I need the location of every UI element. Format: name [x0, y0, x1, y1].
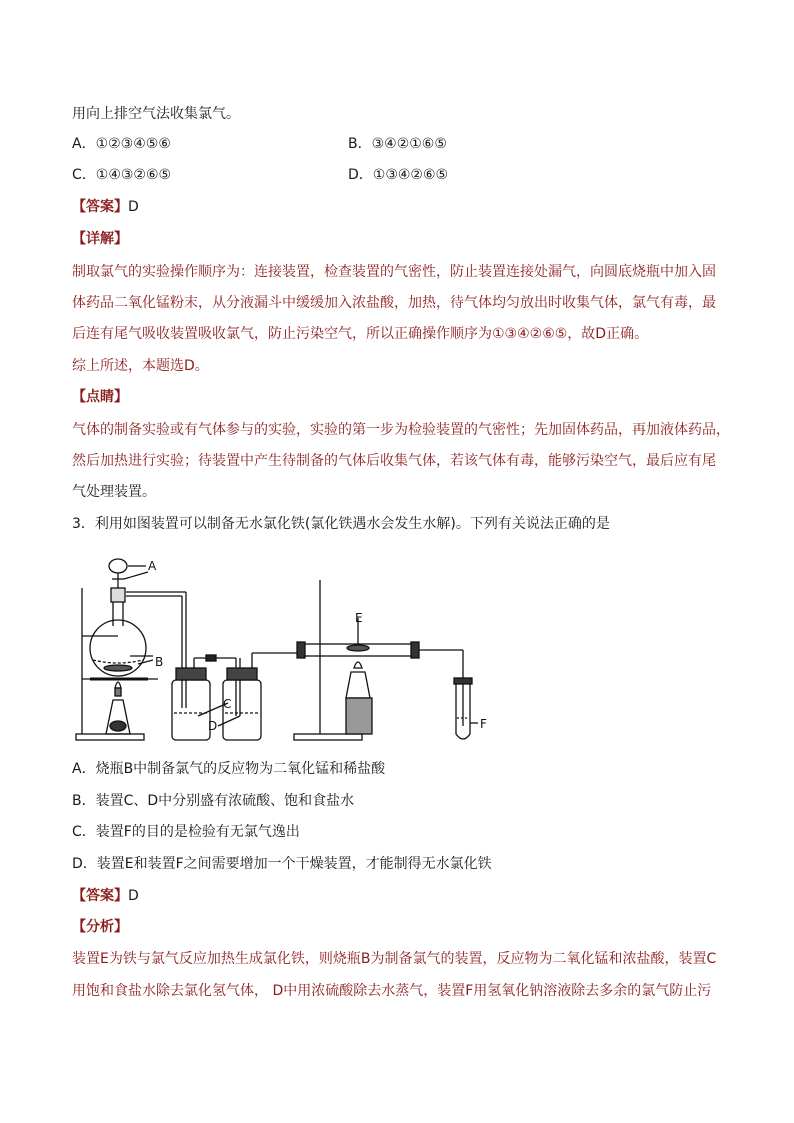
- q3-option-a: A．烧瓶B中制备氯气的反应物为二氧化锰和稀盐酸: [72, 761, 386, 777]
- comment-line-3: 气处理装置。: [72, 484, 156, 500]
- q3-answer-row: [72, 886, 139, 906]
- option-b: B．③④②①⑥⑤: [348, 136, 447, 152]
- q3-option-c: C．装置F的目的是检验有无氯气逸出: [72, 824, 300, 840]
- option-a: A．①②③④⑤⑥: [72, 136, 171, 152]
- comment-tag: 【点睛】: [72, 389, 128, 405]
- label-d: D: [208, 719, 218, 733]
- detail-tag: 【详解】: [72, 231, 128, 247]
- label-b: B: [155, 655, 164, 669]
- q3-answer-tag: 【答案】: [72, 888, 128, 904]
- comment-line-1: 气体的制备实验或有气体参与的实验，实验的第一步为检验装置的气密性；先加固体药品，再加液体药品，: [72, 422, 730, 438]
- q3-answer-value: D: [128, 888, 139, 904]
- label-e: E: [355, 611, 363, 625]
- option-c: C．①④③②⑥⑤: [72, 167, 172, 183]
- label-f: F: [480, 717, 487, 731]
- label-c: C: [223, 697, 232, 711]
- q3-option-b: B．装置C、D中分别盛有浓硫酸、饱和食盐水: [72, 793, 355, 809]
- analysis-tag: 【分析】: [72, 919, 128, 935]
- intro-line: 用向上排空气法收集氯气。: [72, 106, 240, 122]
- detail-line-1: 制取氯气的实验操作顺序为：连接装置，检查装置的气密性，防止装置连接处漏气，向圆底烧瓶中加入固: [72, 264, 716, 280]
- option-d: D．①③④②⑥⑤: [348, 167, 449, 183]
- q3-option-d: D．装置E和装置F之间需要增加一个干燥装置，才能制得无水氯化铁: [72, 856, 492, 872]
- label-a: A: [148, 559, 157, 573]
- answer-value: D: [128, 199, 139, 215]
- answer-row: [72, 197, 139, 217]
- analysis-line-1: 装置E为铁与氯气反应加热生成氯化铁，则烧瓶B为制备氯气的装置，反应物为二氧化锰和浓盐酸，装置C: [72, 951, 717, 967]
- question-3-stem: 3．利用如图装置可以制备无水氯化铁(氯化铁遇水会发生水解)。下列有关说法正确的是: [72, 516, 610, 532]
- detail-line-2: 体药品二氧化锰粉末，从分液漏斗中缓缓加入浓盐酸，加热，待气体均匀放出时收集气体，氯气有毒，最: [72, 295, 716, 311]
- detail-line-3: 后连有尾气吸收装置吸收氯气，防止污染空气，所以正确操作顺序为①③④②⑥⑤，故D正确。: [72, 326, 649, 342]
- summary-line: 综上所述，本题选D。: [72, 358, 209, 374]
- answer-tag: 【答案】: [72, 199, 128, 215]
- comment-line-2: 然后加热进行实验；待装置中产生待制备的气体后收集气体，若该气体有毒，能够污染空气，最后应有尾: [72, 453, 716, 469]
- analysis-line-2: 用饱和食盐水除去氯化氢气体， D中用浓硫酸除去水蒸气，装置F用氢氧化钠溶液除去多余的氯气防止污: [72, 983, 712, 999]
- apparatus-diagram: [68, 548, 498, 753]
